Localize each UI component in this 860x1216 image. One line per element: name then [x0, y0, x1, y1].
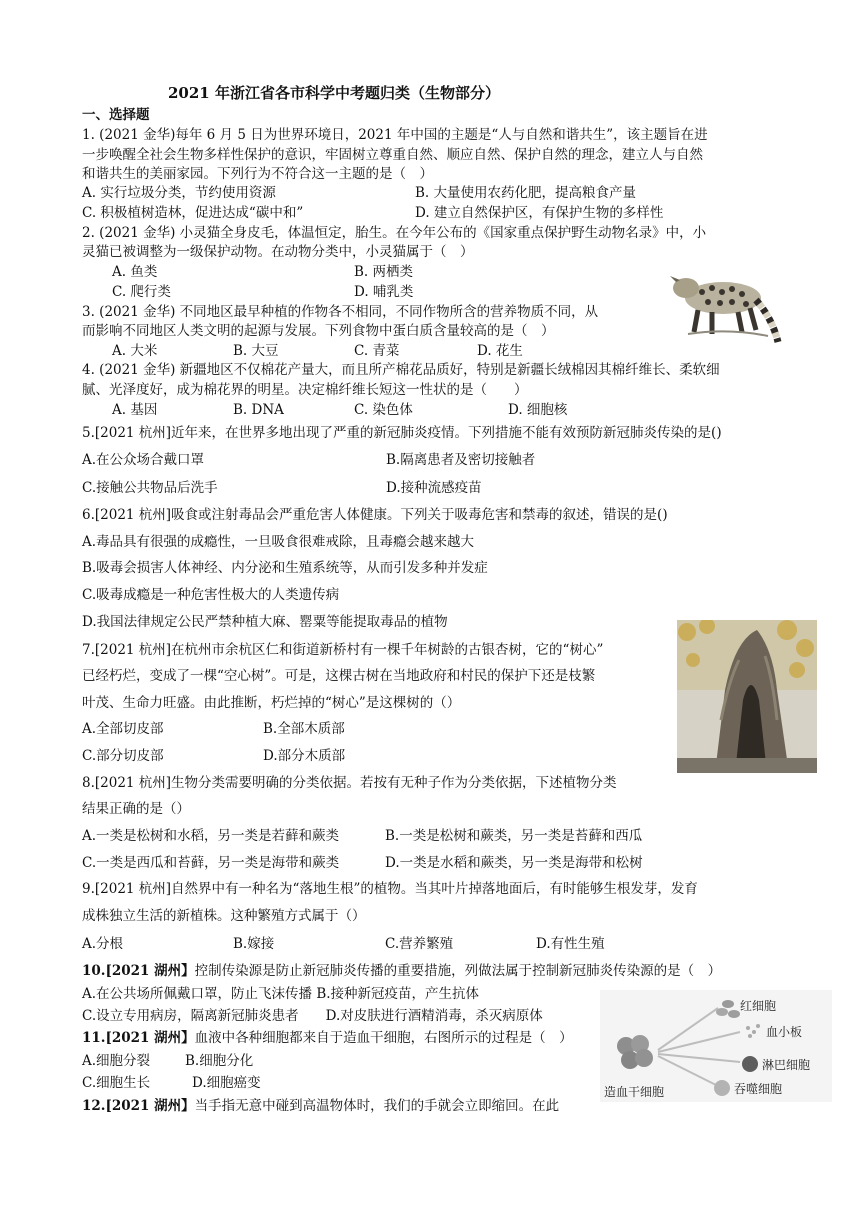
q7-option-b: B.全部木质部: [263, 721, 345, 737]
q9-line-2: 成株独立生活的新植株。这种繁殖方式属于（）: [82, 908, 366, 924]
ginkgo-tree-photo: [677, 620, 817, 773]
red-blood-cell-label: 红细胞: [740, 999, 777, 1013]
q12-line-1: [82, 1098, 559, 1114]
q9-option-c: C.营养繁殖: [385, 936, 454, 952]
q3-option-d: D. 花生: [477, 343, 523, 359]
q3-option-b: B. 大豆: [233, 343, 279, 359]
q5-option-a: A.在公众场合戴口罩: [82, 452, 205, 468]
section-heading: 一、选择题: [82, 107, 150, 123]
q11-option-d: D.细胞癌变: [192, 1075, 261, 1091]
q2-option-a: A. 鱼类: [112, 264, 158, 280]
q4-option-d: D. 细胞核: [508, 402, 568, 418]
q7-option-d: D.部分木质部: [263, 748, 346, 764]
q1-option-b: B. 大量使用农药化肥，提高粮食产量: [415, 185, 637, 201]
q7-line-2: 已经朽烂，变成了一棵“空心树”。可是，这棵古树在当地政府和村民的保护下还是枝繁: [82, 668, 596, 684]
q1-option-d: D. 建立自然保护区，有保护生物的多样性: [415, 205, 664, 221]
q9-option-a: A.分根: [82, 936, 124, 952]
q11-option-c: C.细胞生长: [82, 1075, 151, 1091]
q9-option-b: B.嫁接: [233, 936, 275, 952]
lymphocyte-icon: [742, 1056, 758, 1072]
q10-options-ab: A.在公共场所佩戴口罩，防止飞沫传播 B.接种新冠疫苗，产生抗体: [82, 986, 480, 1002]
q1-line-1: 1. (2021 金华)每年 6 月 5 日为世界环境日，2021 年中国的主题是“人与自然和谐共生”，该主题旨在进: [82, 127, 708, 143]
q1-option-a: A. 实行垃圾分类，节约使用资源: [82, 185, 276, 201]
q7-option-a: A.全部切皮部: [82, 721, 164, 737]
q11-option-a: A.细胞分裂: [82, 1053, 151, 1069]
platelet-label: 血小板: [766, 1025, 803, 1039]
stem-cell-label: 造血干细胞: [604, 1085, 665, 1099]
q10-line-1: [82, 963, 721, 979]
q1-line-3: 和谐共生的美丽家园。下列行为不符合这一主题的是（ ）: [82, 166, 433, 182]
q3-line-2: 而影响不同地区人类文明的起源与发展。下列食物中蛋白质含量较高的是（ ）: [82, 323, 555, 339]
q5-option-c: C.接触公共物品后洗手: [82, 480, 218, 496]
q2-option-b: B. 两栖类: [354, 264, 414, 280]
q6-line-1: 6.[2021 杭州]吸食或注射毒品会严重危害人体健康。下列关于吸毒危害和禁毒的叙述，错误的是(): [82, 507, 668, 523]
q4-option-c: C. 染色体: [354, 402, 413, 418]
q5-option-b: B.隔离患者及密切接触者: [386, 452, 536, 468]
q10-stem: 控制传染源是防止新冠肺炎传播的重要措施，列做法属于控制新冠肺炎传染源的是（ ）: [194, 963, 722, 979]
q9-option-d: D.有性生殖: [536, 936, 605, 952]
q8-option-c: C.一类是西瓜和苔藓，另一类是海带和蕨类: [82, 855, 340, 871]
q11-source-tag: 11.[2021 湖州】: [82, 1030, 195, 1046]
page-title: 2021 年浙江省各市科学中考题归类（生物部分）: [168, 84, 500, 102]
lymphocyte-label: 淋巴细胞: [762, 1058, 811, 1072]
q8-option-a: A.一类是松树和水稻，另一类是若藓和蕨类: [82, 828, 340, 844]
q8-line-2: 结果正确的是（）: [82, 801, 190, 817]
q6-option-b: B.吸毒会损害人体神经、内分泌和生殖系统等，从而引发多种并发症: [82, 560, 488, 576]
q11-option-b: B.细胞分化: [185, 1053, 254, 1069]
q2-option-d: D. 哺乳类: [354, 284, 414, 300]
q7-line-1: 7.[2021 杭州]在杭州市余杭区仁和街道新桥村有一棵千年树龄的古银杏树，它的“树心”: [82, 642, 604, 658]
blood-cell-differentiation-diagram: [600, 990, 832, 1102]
q12-stem: 当手指无意中碰到高温物体时，我们的手就会立即缩回。在此: [194, 1098, 560, 1114]
q4-line-1: 4. (2021 金华) 新疆地区不仅棉花产量大，而且所产棉花品质好，特别是新疆长绒棉因其棉纤维长、柔软细: [82, 362, 720, 378]
q1-line-2: 一步唤醒全社会生物多样性保护的意识，牢固树立尊重自然、顺应自然、保护自然的理念，建立人与自然: [82, 147, 703, 163]
q1-option-c: C. 积极植树造林，促进达成“碳中和”: [82, 205, 304, 221]
q5-option-d: D.接种流感疫苗: [386, 480, 482, 496]
q10-options-cd: C.设立专用病房，隔离新冠肺炎患者 D.对皮肤进行酒精消毒，杀灭病原体: [82, 1008, 543, 1024]
q5-line-1: 5.[2021 杭州]近年来，在世界多地出现了严重的新冠肺炎疫情。下列措施不能有效预防新冠肺炎传染的是(): [82, 425, 722, 441]
q6-option-a: A.毒品具有很强的成瘾性，一旦吸食很难戒除，且毒瘾会越来越大: [82, 534, 475, 550]
q7-line-3: 叶茂、生命力旺盛。由此推断，朽烂掉的“树心”是这棵树的（）: [82, 695, 461, 711]
q9-line-1: 9.[2021 杭州]自然界中有一种名为“落地生根”的植物。当其叶片掉落地面后，有时能够生根发芽，发育: [82, 881, 698, 897]
civet-illustration: [668, 258, 784, 348]
q4-option-b: B. DNA: [233, 402, 284, 418]
q8-option-d: D.一类是水稻和蕨类，另一类是海带和松树: [385, 855, 643, 871]
q12-source-tag: 12.[2021 湖州】: [82, 1098, 195, 1114]
q4-line-2: 腻、光泽度好，成为棉花界的明星。决定棉纤维长短这一性状的是（ ）: [82, 382, 528, 398]
q3-option-a: A. 大米: [112, 343, 158, 359]
q2-line-1: 2. (2021 金华) 小灵猫全身皮毛，体温恒定，胎生。在今年公布的《国家重点保护野生动物名录》中，小: [82, 225, 707, 241]
phagocyte-icon: [714, 1080, 730, 1096]
q7-option-c: C.部分切皮部: [82, 748, 164, 764]
q2-option-c: C. 爬行类: [112, 284, 171, 300]
q3-option-c: C. 青菜: [354, 343, 400, 359]
q6-option-d: D.我国法律规定公民严禁种植大麻、罂粟等能提取毒品的植物: [82, 614, 448, 630]
q2-line-2: 灵猫已被调整为一级保护动物。在动物分类中，小灵猫属于（ ）: [82, 244, 474, 260]
q10-source-tag: 10.[2021 湖州】: [82, 963, 195, 979]
q3-line-1: 3. (2021 金华) 不同地区最早种植的作物各不相同，不同作物所含的营养物质不同，从: [82, 304, 599, 320]
q8-line-1: 8.[2021 杭州]生物分类需要明确的分类依据。若按有无种子作为分类依据，下述植物分类: [82, 775, 617, 791]
q11-stem: 血液中各种细胞都来自于造血干细胞，右图所示的过程是（ ）: [194, 1030, 573, 1046]
q4-option-a: A. 基因: [112, 402, 158, 418]
q6-option-c: C.吸毒成瘾是一种危害性极大的人类遗传病: [82, 587, 340, 603]
q11-line-1: [82, 1030, 573, 1046]
phagocyte-label: 吞噬细胞: [734, 1082, 783, 1096]
q8-option-b: B.一类是松树和蕨类，另一类是苔藓和西瓜: [385, 828, 643, 844]
